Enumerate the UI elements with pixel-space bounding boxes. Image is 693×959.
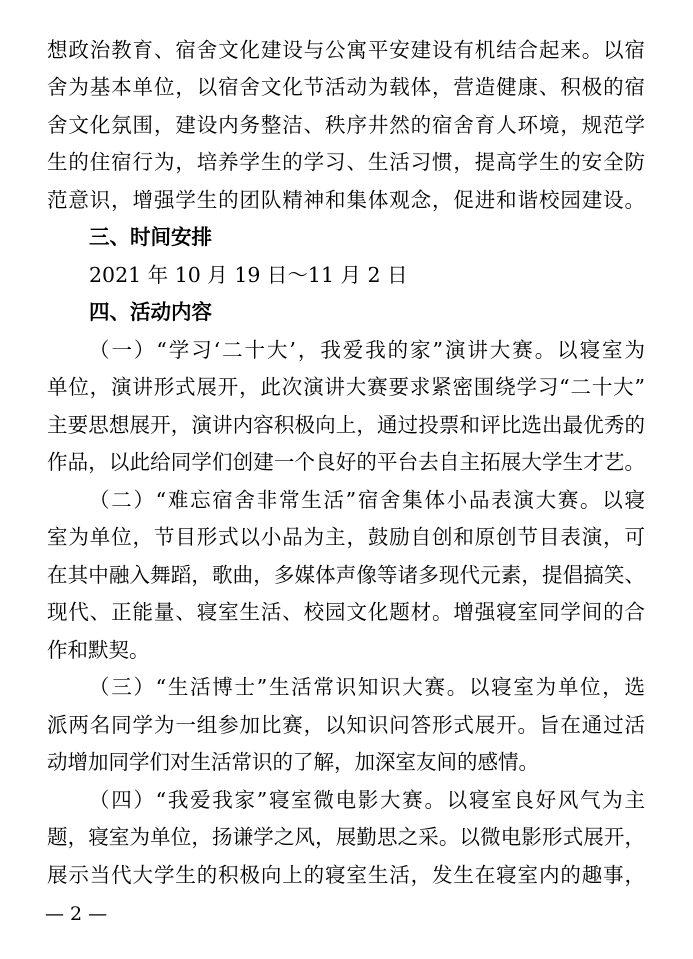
body-text-line: 舍文化氛围，建设内务整洁、秩序井然的宿舍育人环境，规范学 [47,113,645,137]
body-text-line: 派两名同学为一组参加比赛，以知识问答形式展开。旨在通过活 [47,713,645,737]
body-text-line: 题，寝室为单位，扬谦学之风，展勤思之采。以微电影形式展开， [47,825,645,849]
body-text-line: 展示当代大学生的积极向上的寝室生活，发生在寝室内的趣事， [47,863,645,887]
page-number: — 2 — [45,903,108,925]
body-text-line: 现代、正能量、寝室生活、校园文化题材。增强寝室同学间的合 [47,600,645,624]
body-text-line: 想政治教育、宿舍文化建设与公寓平安建设有机结合起来。以宿 [47,38,645,62]
body-text-line: 作品，以此给同学们创建一个良好的平台去自主拓展大学生才艺。 [47,450,645,474]
body-text-line: 作和默契。 [47,638,150,662]
body-text-line: 室为单位，节目形式以小品为主，鼓励自创和原创节目表演，可 [47,525,645,549]
body-text-line: 生的住宿行为，培养学生的学习、生活习惯，提高学生的安全防 [47,150,645,174]
body-text-line: （四）“我爱我家”寝室微电影大赛。以寝室良好风气为主 [89,788,645,812]
body-text-line: 单位，演讲形式展开，此次演讲大赛要求紧密围绕学习“二十大” [47,375,645,399]
body-text-line: 动增加同学们对生活常识的了解，加深室友间的感情。 [47,750,539,774]
body-text-line: （一）“学习‘二十大’，我爱我的家”演讲大赛。以寝室为 [89,338,645,362]
body-text-line: （二）“难忘宿舍非常生活”宿舍集体小品表演大赛。以寝 [89,488,645,512]
body-text-line: 主要思想展开，演讲内容积极向上，通过投票和评比选出最优秀的 [47,413,645,437]
section-heading-schedule: 三、时间安排 [89,225,212,249]
body-text-line: （三）“生活博士”生活常识知识大赛。以寝室为单位，选 [89,675,645,699]
body-text-line: 舍为基本单位，以宿舍文化节活动为载体，营造健康、积极的宿 [47,75,645,99]
schedule-date: 2021 年 10 月 19 日～11 月 2 日 [89,263,408,287]
body-text-line: 范意识，增强学生的团队精神和集体观念，促进和谐校园建设。 [47,188,645,212]
body-text-line: 在其中融入舞蹈，歌曲，多媒体声像等诸多现代元素，提倡搞笑、 [47,563,645,587]
section-heading-activities: 四、活动内容 [89,300,212,324]
